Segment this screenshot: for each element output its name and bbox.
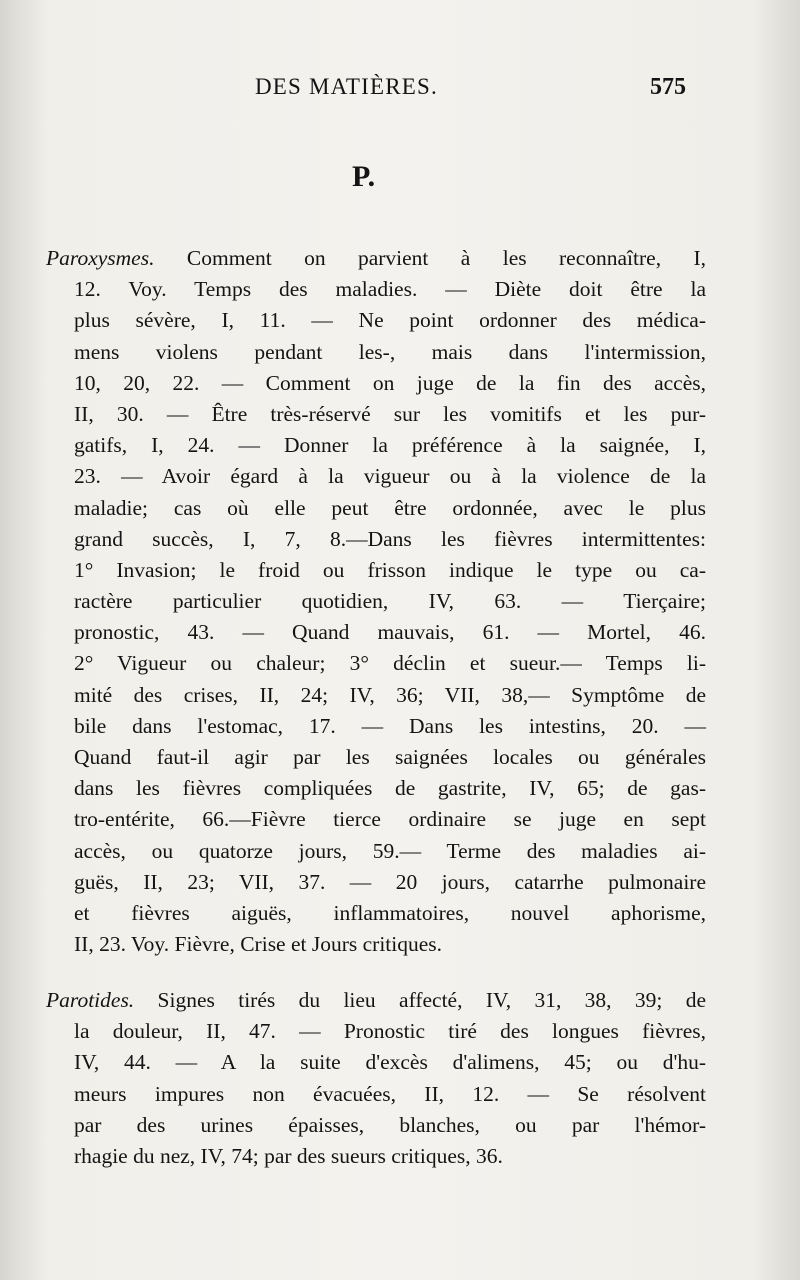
- entry-line: pronostic, 43. — Quand mauvais, 61. — Mortel, 46.: [74, 620, 706, 645]
- entry-line: II, 30. — Être très-réservé sur les vomitifs et les pur-: [74, 401, 706, 426]
- entry-line: rhagie du nez, IV, 74; par des sueurs critiques, 36.: [74, 1143, 503, 1168]
- entry-line: tro-entérite, 66.—Fièvre tierce ordinaire se juge en sept: [74, 807, 706, 832]
- entry-line: dans les fièvres compliquées de gastrite, IV, 65; de gas-: [74, 776, 706, 801]
- entry-line: mens violens pendant les-, mais dans l'intermission,: [74, 339, 706, 364]
- entry-line: meurs impures non évacuées, II, 12. — Se résolvent: [74, 1081, 706, 1106]
- entry-line: ractère particulier quotidien, IV, 63. — Tierçaire;: [74, 589, 706, 614]
- entry-line: Comment on parvient à les reconnaître, I,: [186, 246, 706, 270]
- page-number: 575: [650, 74, 686, 100]
- entry-line: bile dans l'estomac, 17. — Dans les intestins, 20. —: [74, 713, 706, 738]
- section-letter: P.: [352, 160, 376, 193]
- entry-line: accès, ou quatorze jours, 59.— Terme des maladies ai-: [74, 838, 706, 863]
- page-header: [0, 72, 800, 112]
- index-entry-paroxysmes: [46, 243, 706, 960]
- entry-line: 1° Invasion; le froid ou frisson indique le type ou ca-: [74, 557, 706, 582]
- entry-line: 10, 20, 22. — Comment on juge de la fin des accès,: [74, 370, 706, 395]
- entry-headword: Parotides.: [46, 988, 135, 1012]
- entry-line: gatifs, I, 24. — Donner la préférence à la saignée, I,: [74, 433, 706, 458]
- entry-first-line: [46, 985, 706, 1016]
- entry-line: 23. — Avoir égard à la vigueur ou à la violence de la: [74, 464, 706, 489]
- index-entry-parotides: [46, 985, 706, 1172]
- entry-line: mité des crises, II, 24; IV, 36; VII, 38,— Symptôme de: [74, 682, 706, 707]
- entry-line: maladie; cas où elle peut être ordonnée, avec le plus: [74, 495, 706, 520]
- entry-headword: Paroxysmes.: [46, 246, 155, 270]
- entry-line: plus sévère, I, 11. — Ne point ordonner des médica-: [74, 308, 706, 333]
- entry-line: IV, 44. — A la suite d'excès d'alimens, 45; ou d'hu-: [74, 1050, 706, 1075]
- entry-first-line: [46, 243, 706, 274]
- entry-line: la douleur, II, 47. — Pronostic tiré des longues fièvres,: [74, 1019, 706, 1044]
- entry-line: et fièvres aiguës, inflammatoires, nouvel aphorisme,: [74, 900, 706, 925]
- entry-line: 2° Vigueur ou chaleur; 3° déclin et sueur.— Temps li-: [74, 651, 706, 676]
- running-title: DES MATIÈRES.: [255, 74, 439, 99]
- entry-line: Quand faut-il agir par les saignées locales ou générales: [74, 745, 706, 769]
- entry-line: II, 23. Voy. Fièvre, Crise et Jours critiques.: [74, 932, 443, 957]
- entry-line: grand succès, I, 7, 8.—Dans les fièvres intermittentes:: [74, 526, 706, 551]
- entry-line: par des urines épaisses, blanches, ou par l'hémor-: [74, 1112, 706, 1137]
- entry-line: 12. Voy. Temps des maladies. — Diète doit être la: [74, 277, 706, 302]
- entry-line: guës, II, 23; VII, 37. — 20 jours, catarrhe pulmonaire: [74, 869, 706, 894]
- entry-line: Signes tirés du lieu affecté, IV, 31, 38, 39; de: [157, 988, 707, 1012]
